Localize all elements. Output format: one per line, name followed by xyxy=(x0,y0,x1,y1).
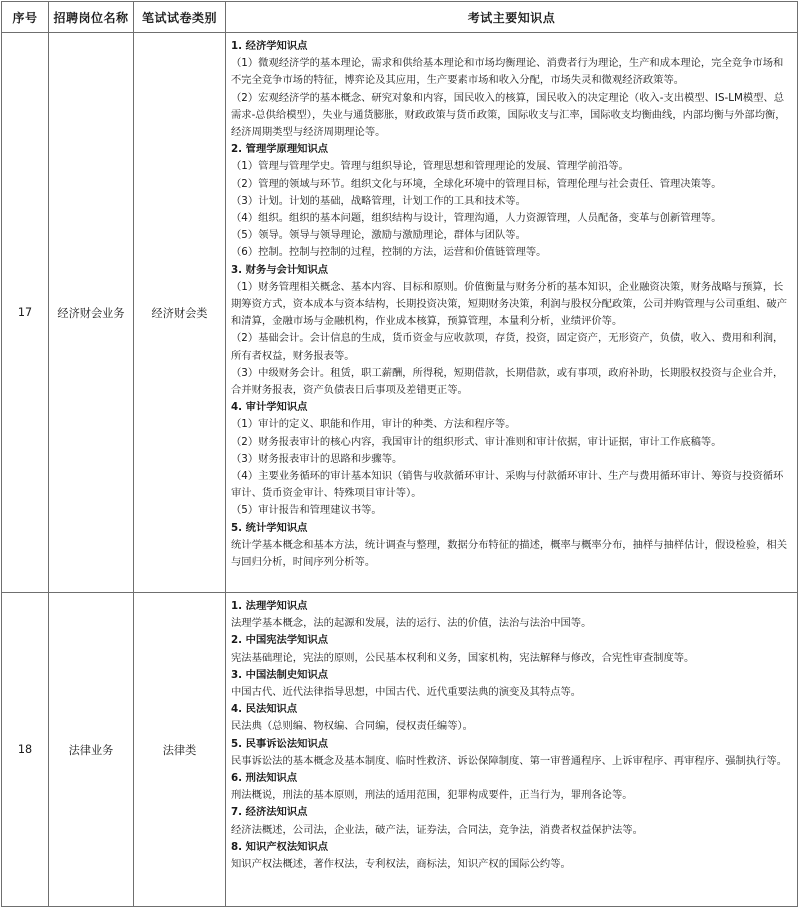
section-title: 3. 财务与会计知识点 xyxy=(231,263,329,276)
knowledge-item: 法理学基本概念，法的起源和发展，法的运行、法的价值，法治与法治中国等。 xyxy=(231,617,592,630)
row-exam-category: 经济财会类 xyxy=(134,33,226,593)
knowledge-item: （6）控制。控制与控制的过程，控制的方法，运营和价值链管理等。 xyxy=(231,246,547,259)
knowledge-item: 民法典（总则编、物权编、合同编，侵权责任编等）。 xyxy=(231,720,473,733)
knowledge-item: （2）财务报表审计的核心内容，我国审计的组织形式、审计准则和审计依据，审计证据，审计工作底稿等。 xyxy=(231,435,722,448)
row-exam-category: 法律类 xyxy=(134,593,226,907)
row-position-name: 法律业务 xyxy=(49,593,134,907)
section-title: 2. 中国宪法学知识点 xyxy=(231,634,329,647)
section-title: 8. 知识产权法知识点 xyxy=(231,840,329,853)
row-serial-number: 18 xyxy=(2,593,49,907)
header-serial-number: 序号 xyxy=(2,2,49,33)
section-title: 4. 民法知识点 xyxy=(231,703,298,716)
section-title: 2. 管理学原理知识点 xyxy=(231,143,329,156)
table-row xyxy=(2,33,798,593)
knowledge-item: 宪法基础理论，宪法的原则，公民基本权利和义务，国家机构，宪法解释与修改，合宪性审查制度等。 xyxy=(231,651,695,664)
exam-knowledge-table xyxy=(1,1,798,907)
row-position-name: 经济财会业务 xyxy=(49,33,134,593)
knowledge-item: （2）管理的领域与环节。组织文化与环境，全球化环境中的管理目标，管理伦理与社会责任、管理决策等。 xyxy=(231,177,722,190)
knowledge-item: （1）财务管理相关概念、基本内容、目标和原则。价值衡量与财务分析的基本知识，企业融资决策，财务战略与预算，长期筹资方式，资本成本与资本结构，长期投资决策，短期财务决策，利润与股权分配政策，公司并购管理与公司重组、破产和清算，金融市场与金融机构，作业成本核算，预算管理，本量利分析，业绩评价等。 xyxy=(231,280,788,328)
section-title: 5. 统计学知识点 xyxy=(231,521,308,534)
knowledge-item: （1）微观经济学的基本理论，需求和供给基本理论和市场均衡理论、消费者行为理论，生产和成本理论，完全竞争市场和不完全竞争市场的特征，博弈论及其应用，生产要素市场和收入分配，市场失灵和微观经济政策等。 xyxy=(231,57,784,87)
knowledge-item: （1）管理与管理学史。管理与组织导论，管理思想和管理理论的发展、管理学前沿等。 xyxy=(231,160,629,173)
table-header-row xyxy=(2,2,798,33)
knowledge-item: 知识产权法概述，著作权法，专利权法，商标法，知识产权的国际公约等。 xyxy=(231,858,571,871)
header-exam-category: 笔试试卷类别 xyxy=(134,2,226,33)
row-serial-number: 17 xyxy=(2,33,49,593)
section-title: 4. 审计学知识点 xyxy=(231,401,308,414)
section-title: 1. 经济学知识点 xyxy=(231,40,308,52)
knowledge-item: （5）审计报告和管理建议书等。 xyxy=(231,504,382,517)
knowledge-item: 民事诉讼法的基本概念及基本制度、临时性救济、诉讼保障制度、第一审普通程序、上诉审程序、再审程序、强制执行等。 xyxy=(231,754,788,767)
knowledge-item: （3）中级财务会计。租赁，职工薪酬，所得税，短期借款，长期借款，或有事项，政府补助，长期股权投资与企业合并，合并财务报表，资产负债表日后事项及差错更正等。 xyxy=(231,366,784,397)
section-title: 6. 刑法知识点 xyxy=(231,772,298,785)
section-title: 1. 法理学知识点 xyxy=(231,600,308,612)
knowledge-item: 统计学基本概念和基本方法，统计调查与整理，数据分布特征的描述，概率与概率分布，抽样与抽样估计，假设检验，相关与回归分析，时间序列分析等。 xyxy=(231,538,788,569)
knowledge-item: 刑法概说，刑法的基本原则，刑法的适用范围，犯罪构成要件，正当行为，罪刑各论等。 xyxy=(231,789,633,802)
knowledge-item: （2）基础会计。会计信息的生成，货币资金与应收款项，存货，投资，固定资产，无形资产，负债，收入、费用和利润，所有者权益，财务报表等。 xyxy=(231,332,784,362)
section-title: 7. 经济法知识点 xyxy=(231,806,308,819)
knowledge-item: 经济法概述，公司法，企业法，破产法，证券法，合同法，竞争法，消费者权益保护法等。 xyxy=(231,823,643,836)
knowledge-item: （5）领导。领导与领导理论，激励与激励理论，群体与团队等。 xyxy=(231,229,526,242)
knowledge-item: （3）计划。计划的基础，战略管理，计划工作的工具和技术等。 xyxy=(231,194,526,207)
table-row xyxy=(2,593,798,907)
section-title: 3. 中国法制史知识点 xyxy=(231,668,329,681)
knowledge-item: （4）主要业务循环的审计基本知识（销售与收款循环审计、采购与付款循环审计、生产与费用循环审计、筹资与投资循环审计、货币资金审计、特殊项目审计等）。 xyxy=(231,470,784,500)
knowledge-item: （3）财务报表审计的思路和步骤等。 xyxy=(231,452,403,465)
section-title: 5. 民事诉讼法知识点 xyxy=(231,737,329,750)
row-knowledge-points xyxy=(226,593,798,907)
row-knowledge-points xyxy=(226,33,798,593)
knowledge-item: （4）组织。组织的基本问题，组织结构与设计，管理沟通，人力资源管理，人员配备，变革与创新管理等。 xyxy=(231,212,722,225)
header-position-name: 招聘岗位名称 xyxy=(49,2,134,33)
knowledge-item: （1）审计的定义、职能和作用，审计的种类、方法和程序等。 xyxy=(231,418,516,431)
knowledge-item: 中国古代、近代法律指导思想，中国古代、近代重要法典的演变及其特点等。 xyxy=(231,686,582,699)
knowledge-item: （2）宏观经济学的基本概念、研究对象和内容，国民收入的核算，国民收入的决定理论（收入-支出模型、IS-LM模型、总需求-总供给模型），失业与通货膨胀，财政政策与货币政策，国际收支与汇率，国际收支均衡曲线，内部均衡与外部均衡，经济周期类型与经济周期理论等。 xyxy=(231,91,786,139)
header-knowledge-points: 考试主要知识点 xyxy=(226,2,798,33)
